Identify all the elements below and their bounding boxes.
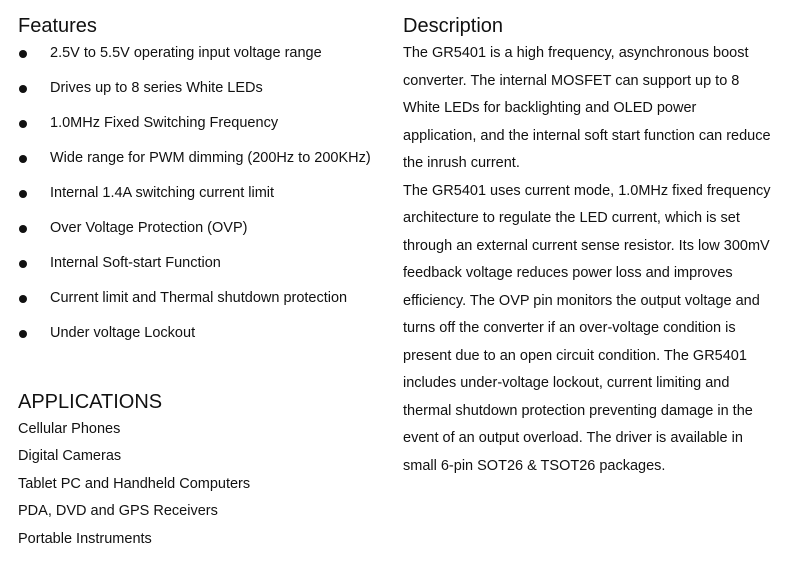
application-item: Portable Instruments: [18, 530, 152, 547]
description-heading: Description: [403, 15, 504, 37]
bullet-icon: [19, 330, 27, 338]
bullet-icon: [19, 295, 27, 303]
feature-text: Drives up to 8 series White LEDs: [50, 80, 263, 96]
description-paragraph: The GR5401 is a high frequency, asynchronous boost converter. The internal MOSFET can support up to 8 White LEDs for backlighting and OLED power application, and the internal soft start function can reduce the inrush current.: [403, 45, 771, 171]
bullet-icon: [19, 155, 27, 163]
application-item: Cellular Phones: [18, 420, 121, 437]
features-heading: Features: [18, 15, 97, 37]
applications-list: [18, 416, 378, 554]
feature-item: [18, 250, 378, 278]
application-item: Digital Cameras: [18, 448, 122, 464]
feature-text: Over Voltage Protection (OVP): [50, 220, 248, 236]
feature-item: [18, 75, 378, 103]
right-column: [403, 12, 773, 480]
bullet-icon: [19, 50, 27, 58]
bullet-icon: [19, 225, 27, 233]
feature-item: [18, 145, 378, 173]
feature-item: [18, 180, 378, 208]
feature-text: Under voltage Lockout: [50, 325, 196, 341]
application-item: PDA, DVD and GPS Receivers: [18, 503, 218, 519]
feature-item: [18, 215, 378, 243]
feature-text: Internal 1.4A switching current limit: [50, 185, 275, 201]
application-item: Tablet PC and Handheld Computers: [18, 475, 251, 492]
bullet-icon: [19, 260, 27, 268]
left-column: [18, 12, 378, 553]
bullet-icon: [19, 120, 27, 128]
bullet-icon: [19, 85, 27, 93]
feature-item: [18, 40, 378, 68]
description-paragraph: The GR5401 uses current mode, 1.0MHz fixed frequency architecture to regulate the LED current, which is set through an external current sense resistor. Its low 300mV feedback voltage reduces power loss and improves efficiency. The OVP pin monitors the output voltage and turns off the converter if an over-voltage condition is present due to an open circuit condition. The GR5401 includes under-voltage lockout, current limiting and thermal shutdown protection preventing damage in the event of an output overload. The driver is available in small 6-pin SOT26 & TSOT26 packages.: [403, 182, 771, 474]
bullet-icon: [19, 190, 27, 198]
applications-heading: APPLICATIONS: [18, 390, 163, 413]
features-list: [18, 40, 378, 348]
feature-text: 1.0MHz Fixed Switching Frequency: [50, 115, 279, 131]
feature-text: 2.5V to 5.5V operating input voltage range: [50, 45, 322, 61]
feature-item: [18, 110, 378, 138]
feature-text: Internal Soft-start Function: [50, 255, 221, 271]
feature-item: [18, 320, 378, 348]
feature-text: Current limit and Thermal shutdown protection: [50, 290, 348, 306]
feature-text: Wide range for PWM dimming (200Hz to 200KHz): [50, 150, 371, 166]
feature-item: [18, 285, 378, 313]
